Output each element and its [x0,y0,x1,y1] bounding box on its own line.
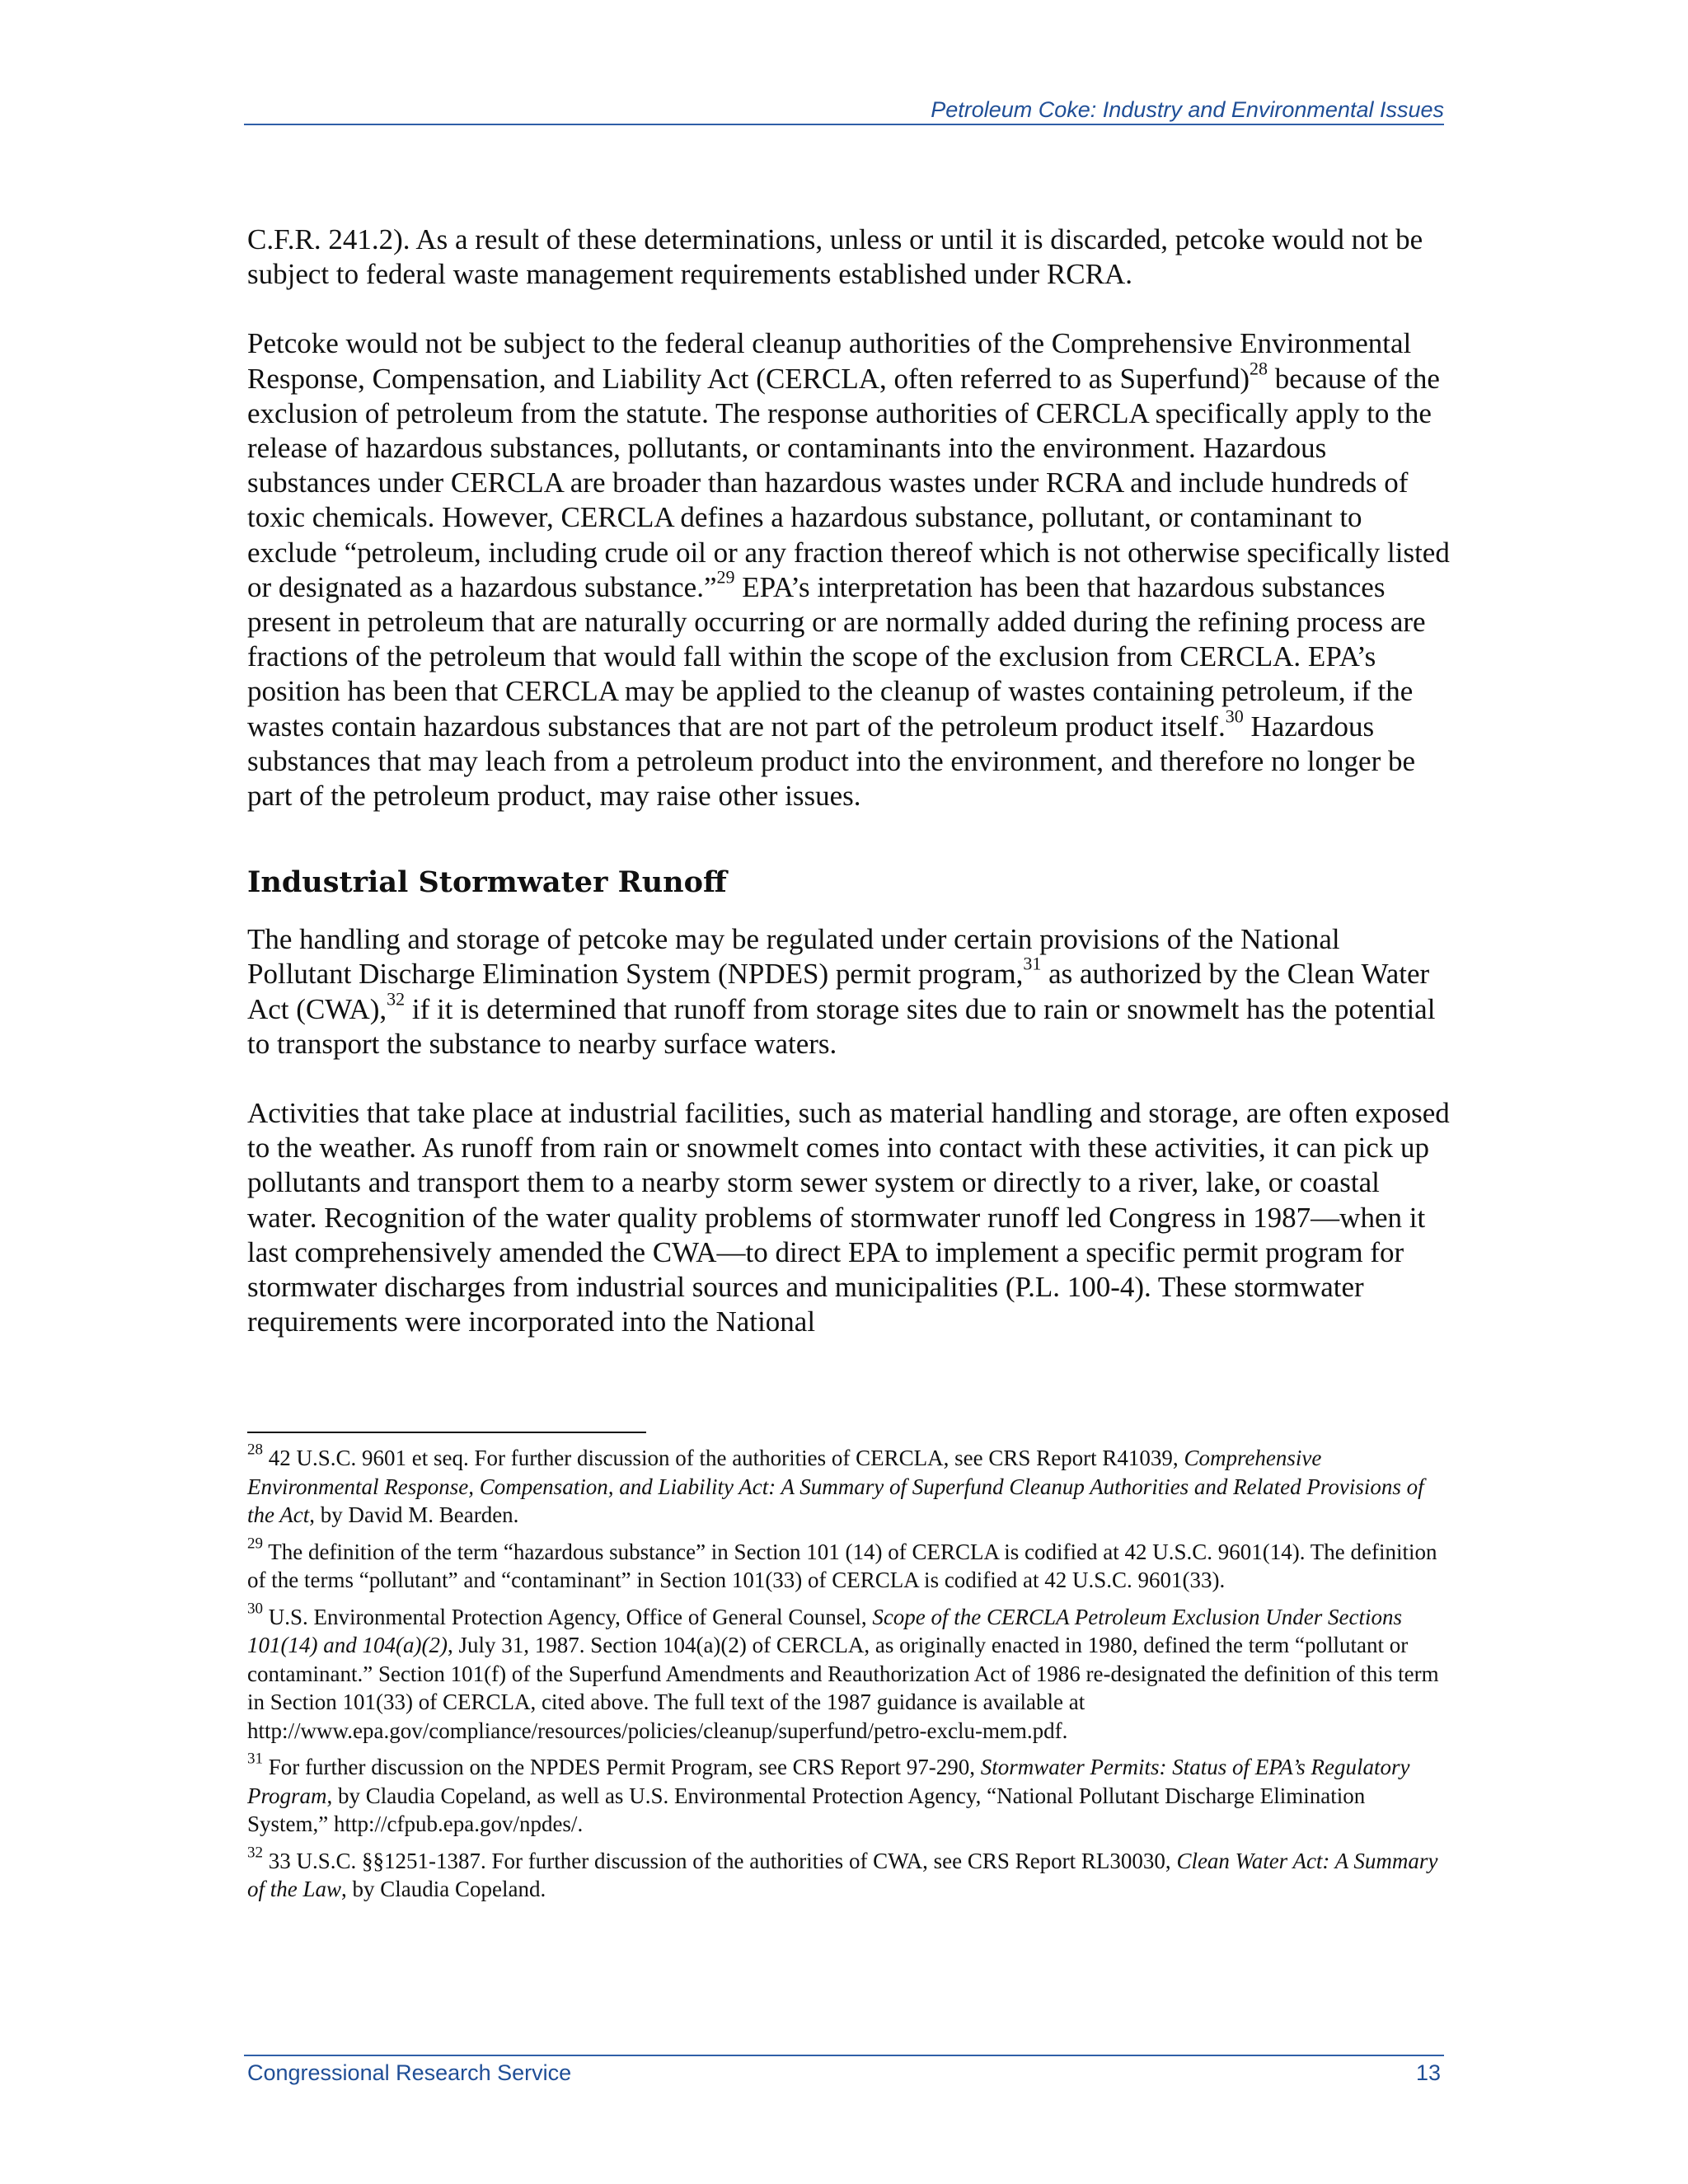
paragraph-text: because of the exclusion of petroleum from the statute. The response authorities of CERCLA specifically apply to the release of hazardous substances, pollutants, or contaminants into the environment. Hazardous substances under CERCLA are broader than hazardous wastes under RCRA and include hundreds of toxic chemicals. However, CERCLA defines a hazardous substance, pollutant, or contaminant to exclude “petroleum, including crude oil or any fraction thereof which is not otherwise specifically listed or designated as a hazardous substance.” [247,362,1450,603]
footnote-text: , July 31, 1987. Section 104(a)(2) of CERCLA, as originally enacted in 1980, defined the term “pollutant or contaminant.” Section 101(f) of the Superfund Amendments and Reauthorization Act of 1986 re-designated the definition of this term in Section 101(33) of CERCLA, cited above. The full text of the 1987 guidance is available at http://www.epa.gov/compliance/resources/policies/cleanup/superfund/petro-exclu-mem.pdf. [247,1633,1439,1743]
footnote-ref-28[interactable]: 28 [1250,358,1268,379]
footnote-title: Clean Water Act: A Summary of the Law [247,1848,1438,1901]
footnote-number: 28 [247,1441,263,1459]
paragraph-text: Hazardous substances that may leach from a petroleum product into the environment, and therefore no longer be part of the petroleum product, may raise other issues. [247,710,1416,813]
footnote-text: 42 U.S.C. 9601 et seq. For further discussion of the authorities of CERCLA, see CRS Report R41039, [263,1446,1184,1470]
page-number: 13 [1415,2060,1441,2085]
paragraph-text: as authorized by the Clean Water Act (CWA), [247,958,1430,1025]
footnote-32 [247,1844,1447,1904]
footnote-title: Comprehensive Environmental Response, Compensation, and Liability Act: A Summary of Superfund Cleanup Authorities and Related Provisions of the Act [247,1446,1424,1527]
paragraph-text: if it is determined that runoff from storage sites due to rain or snowmelt has the potential to transport the substance to nearby surface waters. [247,992,1436,1060]
paragraph-cercla [247,326,1451,813]
footer-organization: Congressional Research Service [247,2060,572,2085]
paragraph-rcra-determination: C.F.R. 241.2). As a result of these determinations, unless or until it is discarded, petcoke would not be subject to federal waste management requirements established under RCRA. [247,223,1423,291]
footnote-30 [247,1600,1447,1746]
footnote-number: 30 [247,1600,263,1618]
footnote-ref-32[interactable]: 32 [387,988,406,1010]
footnote-text: U.S. Environmental Protection Agency, Office of General Counsel, [263,1604,873,1629]
footnote-number: 32 [247,1844,263,1862]
footnotes [247,1441,1447,1912]
footnote-text: , by Claudia Copeland. [341,1877,546,1901]
footnote-number: 29 [247,1535,263,1553]
footnote-text: The definition of the term “hazardous substance” in Section 101 (14) of CERCLA is codified at 42 U.S.C. 9601(14). The definition of the terms “pollutant” and “contaminant” in Section 101(33) of CERCLA is codified at 42 U.S.C. 9601(33). [247,1539,1437,1592]
running-header-title: Petroleum Coke: Industry and Environmental Issues [931,97,1444,122]
footnote-text: , by Claudia Copeland, as well as U.S. Environmental Protection Agency, “National Pollutant Discharge Elimination System,” http://cfpub.epa.gov/npdes/. [247,1783,1366,1836]
footnote-text: , by David M. Bearden. [309,1502,519,1527]
paragraph-text: The handling and storage of petcoke may be regulated under certain provisions of the National Pollutant Discharge Elimination System (NPDES) permit program, [247,923,1340,991]
footnote-31 [247,1750,1447,1839]
footnote-ref-31[interactable]: 31 [1023,953,1042,974]
footnote-ref-29[interactable]: 29 [716,566,735,588]
footnote-title: Stormwater Permits: Status of EPA’s Regulatory Program [247,1755,1410,1808]
footer-rule [244,2055,1444,2056]
paragraph-text: EPA’s interpretation has been that hazardous substances present in petroleum that are naturally occurring or are normally added during the refining process are fractions of the petroleum that would fall within the scope of the exclusion from CERCLA. EPA’s position has been that CERCLA may be applied to the cleanup of wastes containing petroleum, if the wastes contain hazardous substances that are not part of the petroleum product itself. [247,570,1426,743]
main-body [247,223,1451,1339]
footnote-text: 33 U.S.C. §§1251-1387. For further discussion of the authorities of CWA, see CRS Report RL30030, [263,1848,1177,1873]
footnote-28 [247,1441,1447,1530]
header-rule [244,124,1444,125]
footnote-number: 31 [247,1750,263,1768]
paragraph-npdes [247,922,1451,1062]
paragraph-stormwater-activities: Activities that take place at industrial facilities, such as material handling and storage, are often exposed to the weather. As runoff from rain or snowmelt comes into contact with these activities, it can pick up pollutants and transport them to a nearby storm sewer system or directly to a river, lake, or coastal water. Recognition of the water quality problems of stormwater runoff led Congress in 1987—when it last comprehensively amended the CWA—to direct EPA to implement a specific permit program for stormwater discharges from industrial sources and municipalities (P.L. 100-4). These stormwater requirements were incorporated into the National [247,1097,1450,1338]
footnote-ref-30[interactable]: 30 [1225,705,1244,727]
section-heading: Industrial Stormwater Runoff [247,865,727,900]
footnote-title: Scope of the CERCLA Petroleum Exclusion Under Sections 101(14) and 104(a)(2) [247,1604,1402,1657]
footnote-text: For further discussion on the NPDES Permit Program, see CRS Report 97-290, [263,1755,981,1779]
footnote-separator [247,1432,646,1433]
paragraph-text: Petcoke would not be subject to the federal cleanup authorities of the Comprehensive Environmental Response, Compensation, and Liability Act (CERCLA, often referred to as Superfund) [247,327,1412,395]
footnote-29 [247,1535,1447,1595]
